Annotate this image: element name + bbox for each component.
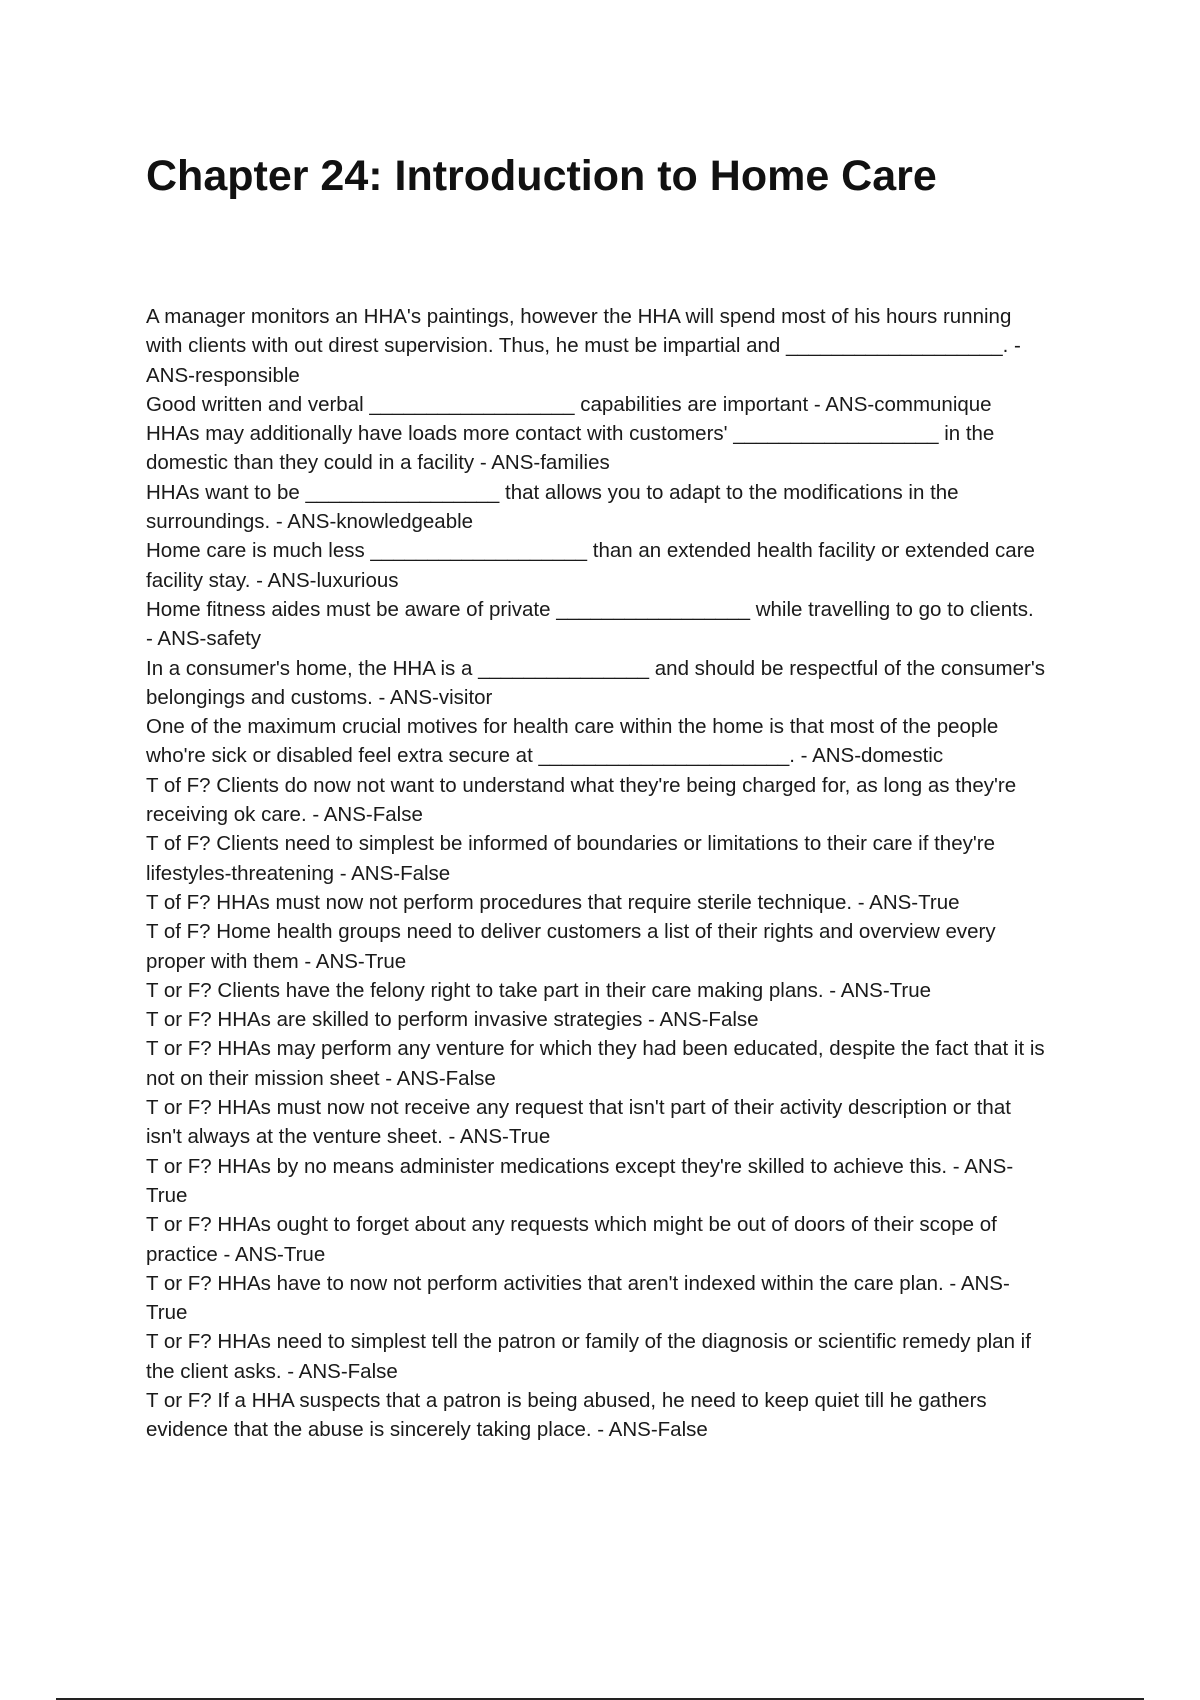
qa-item: T or F? Clients have the felony right to take part in their care making plans. - ANS-True: [146, 978, 932, 1002]
qa-item: T or F? HHAs need to simplest tell the patron or family of the diagnosis or scientific remedy plan if the client asks. - ANS-False: [146, 1330, 1031, 1383]
document-title: Chapter 24: Introduction to Home Care: [146, 152, 937, 200]
qa-item: T of F? HHAs must now not perform procedures that require sterile technique. - ANS-True: [146, 890, 960, 914]
qa-item: T or F? HHAs have to now not perform activities that aren't indexed within the care plan. - ANS-True: [146, 1271, 1010, 1325]
qa-item: HHAs may additionally have loads more contact with customers' __________________ in the domestic than they could in a facility - ANS-families: [146, 422, 995, 475]
qa-item: T of F? Clients need to simplest be informed of boundaries or limitations to their care if they're lifestyles-threatening - ANS-False: [146, 832, 995, 885]
qa-item: T or F? HHAs are skilled to perform invasive strategies - ANS-False: [146, 1008, 759, 1032]
qa-item: Home fitness aides must be aware of private _________________ while travelling to go to clients. - ANS-safety: [146, 597, 1034, 651]
qa-item: T or F? If a HHA suspects that a patron is being abused, he need to keep quiet till he gathers evidence that the abuse is sincerely taking place. - ANS-False: [146, 1388, 987, 1442]
qa-list: [146, 302, 1046, 1445]
qa-item: Home care is much less ___________________ than an extended health facility or extended care facility stay. - ANS-luxurious: [146, 539, 1035, 592]
qa-item: Good written and verbal __________________ capabilities are important - ANS-communique: [146, 392, 992, 416]
qa-item: A manager monitors an HHA's paintings, however the HHA will spend most of his hours running with clients with out direst supervision. Thus, he must be impartial and ___________________. - ANS-responsible: [146, 305, 1021, 387]
qa-item: T or F? HHAs may perform any venture for which they had been educated, despite the fact that it is not on their mission sheet - ANS-False: [146, 1037, 1045, 1090]
qa-item: T or F? HHAs must now not receive any request that isn't part of their activity description or that isn't always at the venture sheet. - ANS-True: [146, 1096, 1011, 1149]
document-page: [146, 150, 1046, 1445]
qa-item: In a consumer's home, the HHA is a _______________ and should be respectful of the consumer's belongings and customs. - ANS-visitor: [146, 656, 1046, 709]
qa-item: T of F? Clients do now not want to understand what they're being charged for, as long as they're receiving ok care. - ANS-False: [146, 773, 1017, 827]
qa-item: HHAs want to be _________________ that allows you to adapt to the modifications in the surroundings. - ANS-knowledgeable: [146, 480, 959, 534]
qa-item: T or F? HHAs ought to forget about any requests which might be out of doors of their scope of practice - ANS-True: [146, 1213, 997, 1266]
qa-item: One of the maximum crucial motives for health care within the home is that most of the people who're sick or disabled feel extra secure at ______________________. - ANS-domestic: [146, 715, 999, 768]
qa-item: T or F? HHAs by no means administer medications except they're skilled to achieve this. - ANS-True: [146, 1154, 1014, 1207]
qa-item: T of F? Home health groups need to deliver customers a list of their rights and overview every proper with them - ANS-True: [146, 920, 996, 973]
